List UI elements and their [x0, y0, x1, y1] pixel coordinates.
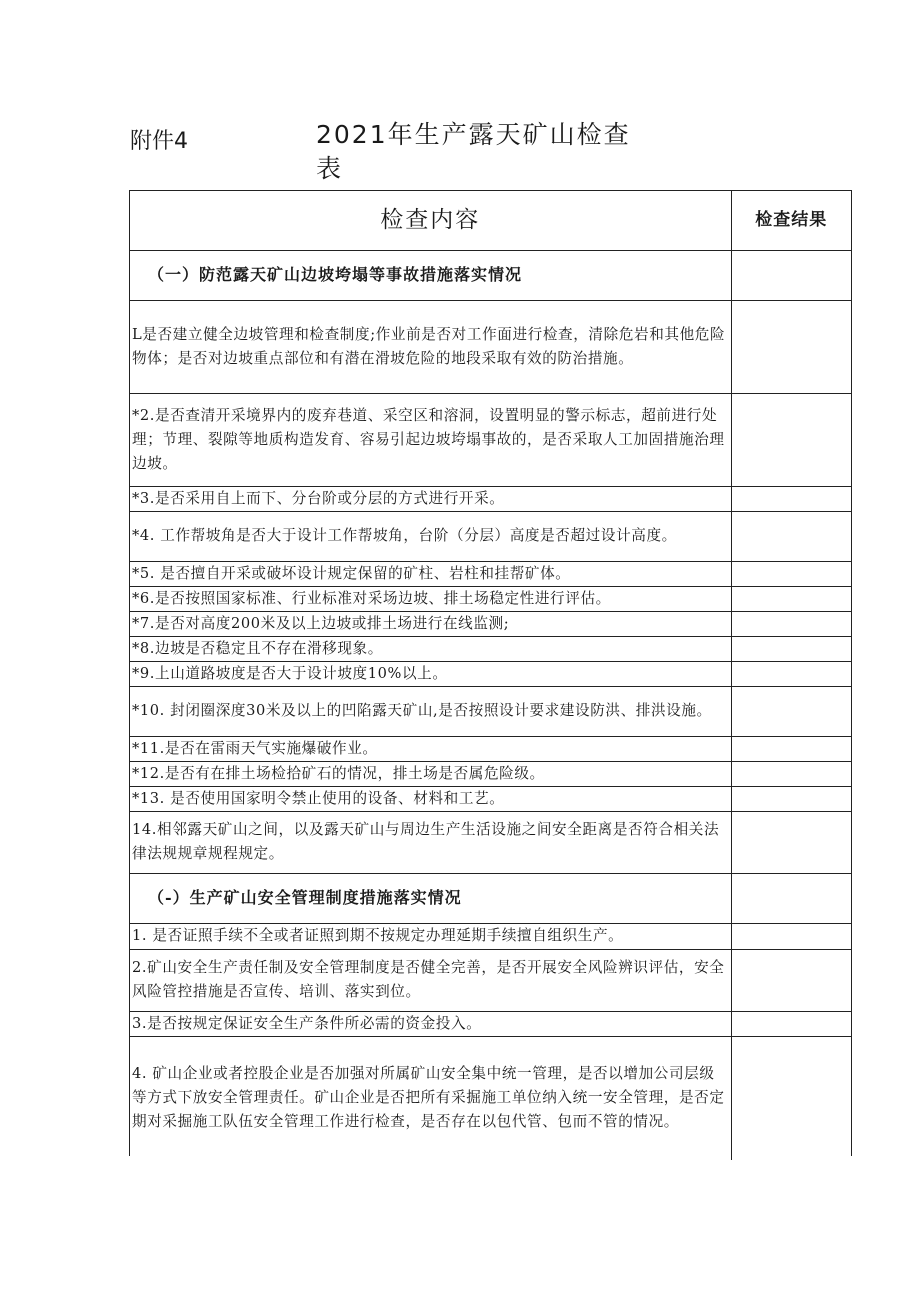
- inspection-table: [129, 190, 852, 1156]
- check-item: *2.是否查清开采境界内的废弃巷道、采空区和溶洞，设置明显的警示标志，超前进行处理；节理、裂隙等地质构造发育、容易引起边坡垮塌事故的，是否采取人工加固措施治理边坡。: [130, 393, 731, 486]
- result-cell[interactable]: [731, 873, 851, 923]
- result-cell[interactable]: [731, 250, 851, 300]
- check-item: *3.是否采用自上而下、分台阶或分层的方式进行开采。: [130, 486, 731, 511]
- check-item: *7.是否对高度200米及以上边坡或排土场进行在线监测;: [130, 611, 731, 636]
- result-cell[interactable]: [731, 511, 851, 561]
- result-cell[interactable]: [731, 949, 851, 1011]
- attachment-label: 附件4: [130, 129, 188, 154]
- result-cell[interactable]: [731, 1011, 851, 1036]
- check-item: 3.是否按规定保证安全生产条件所必需的资金投入。: [130, 1011, 731, 1036]
- check-item: *13. 是否使用国家明令禁止使用的设备、材料和工艺。: [130, 786, 731, 811]
- result-cell[interactable]: [731, 393, 851, 486]
- column-header-content: 检查内容: [130, 191, 731, 250]
- result-cell[interactable]: [731, 761, 851, 786]
- result-cell[interactable]: [731, 786, 851, 811]
- result-cell[interactable]: [731, 300, 851, 393]
- result-cell[interactable]: [731, 1036, 851, 1160]
- result-cell[interactable]: [731, 736, 851, 761]
- page-title: 2021年生产露天矿山检查表: [316, 120, 631, 183]
- check-item: *4. 工作帮坡角是否大于设计工作帮坡角，台阶（分层）高度是否超过设计高度。: [130, 511, 731, 561]
- check-item: *6.是否按照国家标准、行业标准对采场边坡、排土场稳定性进行评估。: [130, 586, 731, 611]
- check-item: *8.边坡是否稳定且不存在滑移现象。: [130, 636, 731, 661]
- check-item: 4. 矿山企业或者控股企业是否加强对所属矿山安全集中统一管理，是否以增加公司层级等方式下放安全管理责任。矿山企业是否把所有采掘施工单位纳入统一安全管理，是否定期对采掘施工队伍安全管理工作进行检查，是否存在以包代管、包而不管的情况。: [130, 1036, 731, 1160]
- result-cell[interactable]: [731, 486, 851, 511]
- check-item: *9.上山道路坡度是否大于设计坡度10%以上。: [130, 661, 731, 686]
- section-title: （一）防范露天矿山边坡垮塌等事故措施落实情况: [130, 250, 731, 300]
- check-item: 1. 是否证照手续不全或者证照到期不按规定办理延期手续擅自组织生产。: [130, 923, 731, 949]
- section-title: （-）生产矿山安全管理制度措施落实情况: [130, 873, 731, 923]
- column-header-result: 检查结果: [731, 191, 851, 250]
- result-cell[interactable]: [731, 636, 851, 661]
- check-item: 14.相邻露天矿山之间，以及露天矿山与周边生产生活设施之间安全距离是否符合相关法律法规规章规程规定。: [130, 811, 731, 873]
- check-item: 2.矿山安全生产责任制及安全管理制度是否健全完善，是否开展安全风险辨识评估，安全风险管控措施是否宣传、培训、落实到位。: [130, 949, 731, 1011]
- result-cell[interactable]: [731, 661, 851, 686]
- result-cell[interactable]: [731, 611, 851, 636]
- result-cell[interactable]: [731, 586, 851, 611]
- check-item: *11.是否在雷雨天气实施爆破作业。: [130, 736, 731, 761]
- check-item: *12.是否有在排土场检拾矿石的情况，排土场是否属危险级。: [130, 761, 731, 786]
- check-item: L是否建立健全边坡管理和检查制度;作业前是否对工作面进行检查，清除危岩和其他危险物体；是否对边坡重点部位和有潜在滑坡危险的地段采取有效的防治措施。: [130, 300, 731, 393]
- result-cell[interactable]: [731, 811, 851, 873]
- result-cell[interactable]: [731, 561, 851, 586]
- check-item: *10. 封闭圈深度30米及以上的凹陷露天矿山,是否按照设计要求建设防洪、排洪设施。: [130, 686, 731, 736]
- check-item: *5. 是否擅自开采或破坏设计规定保留的矿柱、岩柱和挂帮矿体。: [130, 561, 731, 586]
- result-cell[interactable]: [731, 686, 851, 736]
- result-cell[interactable]: [731, 923, 851, 949]
